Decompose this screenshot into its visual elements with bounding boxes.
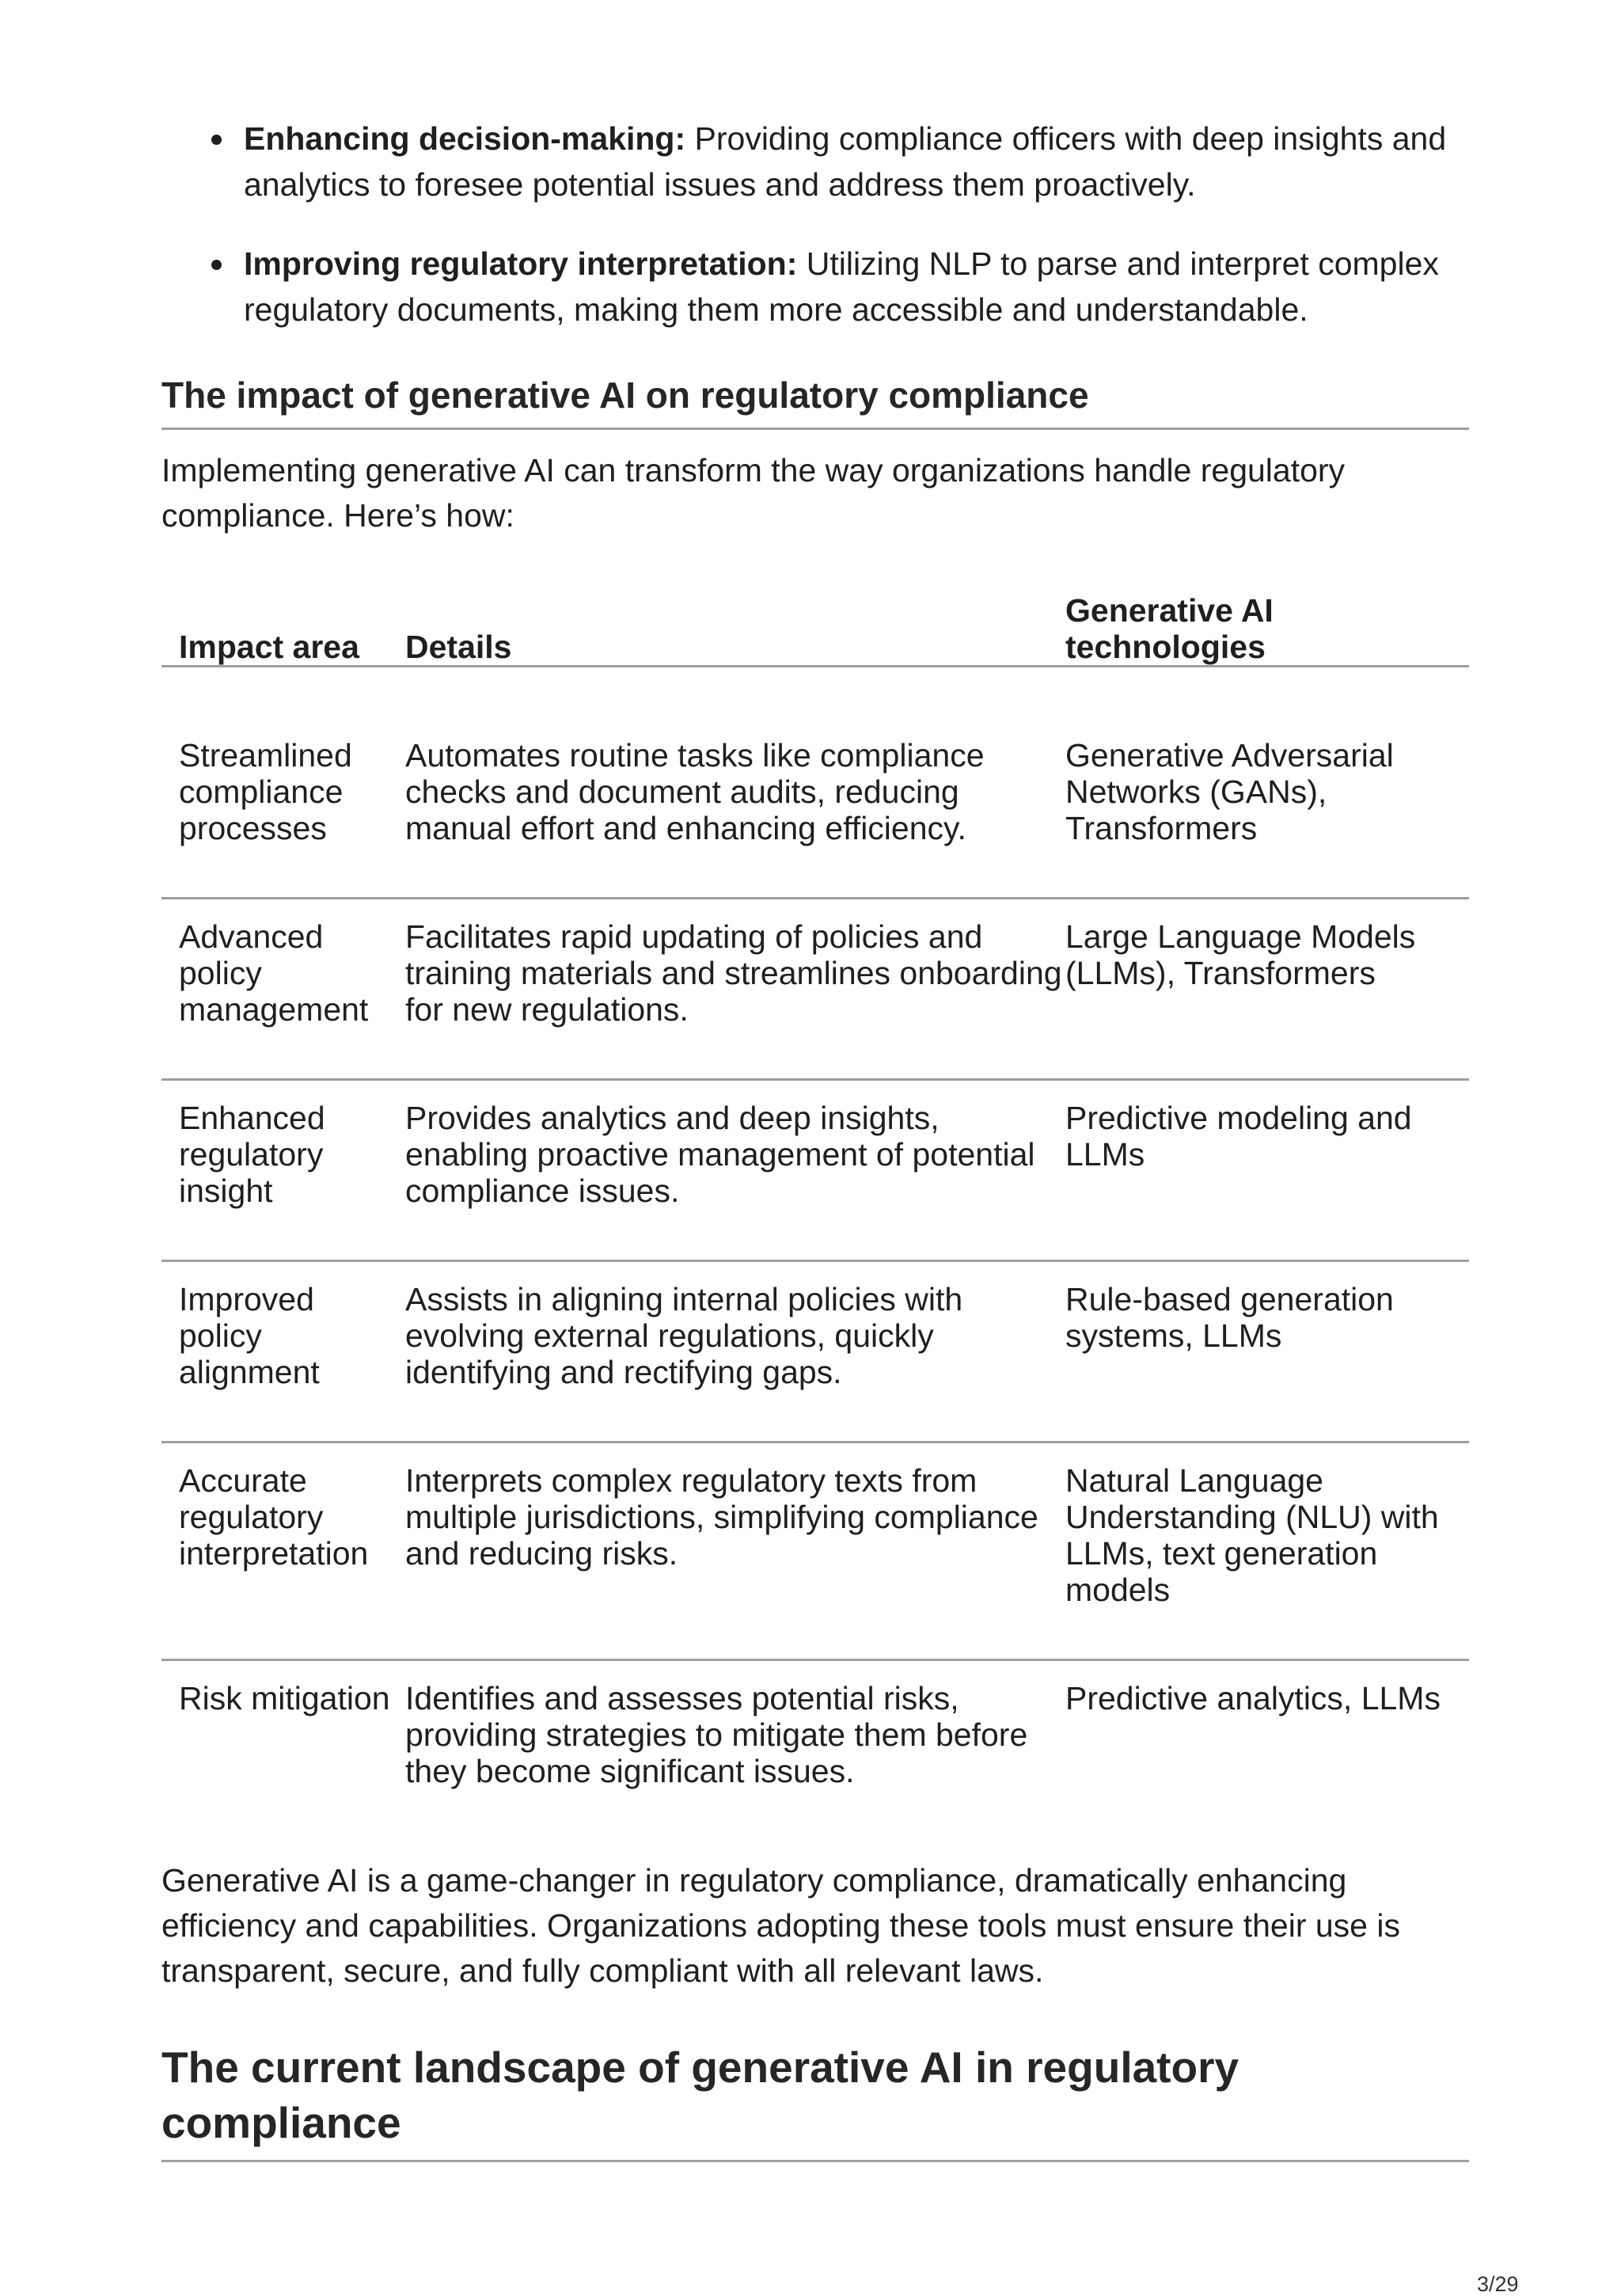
list-item [161,241,1469,333]
bullet-term: Improving regulatory interpretation: [244,245,798,282]
table-row [161,718,1469,899]
bullet-text: Providing compliance officers with deep insights and analytics to foresee potential issues and address them proactively. [244,120,1447,203]
cell-area: Improved policy alignment [179,1281,320,1390]
cell-details: Facilitates rapid updating of policies and training materials and streamlines onboarding for new regulations. [405,918,1062,1028]
cell-details: Interprets complex regulatory texts from multiple jurisdictions, simplifying compliance and reducing risks. [405,1462,1038,1572]
cell-details: Assists in aligning internal policies with evolving external regulations, quickly identifying and rectifying gaps. [405,1281,963,1390]
page-number: 3/29 [1477,2272,1519,2296]
cell-tech: Natural Language Understanding (NLU) with LLMs, text generation models [1065,1462,1439,1608]
cell-tech: Generative Adversarial Networks (GANs), Transformers [1065,737,1394,846]
table-row [161,899,1469,1080]
impact-table [161,583,1469,1840]
column-header-tech: Generative AI technologies [1065,592,1274,665]
bullet-list [161,116,1469,366]
cell-tech: Rule-based generation systems, LLMs [1065,1281,1394,1354]
cell-area: Advanced policy management [179,918,369,1028]
cell-details: Automates routine tasks like compliance checks and document audits, reducing manual effort and enhancing efficiency. [405,737,985,846]
cell-details: Provides analytics and deep insights, enabling proactive management of potential compliance issues. [405,1100,1035,1209]
cell-area: Streamlined compliance processes [179,737,352,846]
table-row [161,1443,1469,1660]
bullet-icon [211,260,222,270]
cell-area: Accurate regulatory interpretation [179,1462,369,1572]
cell-details: Identifies and assesses potential risks, providing strategies to mitigate them before they become significant issues. [405,1680,1028,1789]
header-spacer [161,667,1469,719]
table-header-row [161,583,1469,667]
cell-tech: Predictive analytics, LLMs [1065,1680,1441,1716]
bullet-text: Utilizing NLP to parse and interpret complex regulatory documents, making them more accessible and understandable. [244,245,1439,328]
column-header-area: Impact area [179,629,359,665]
closing-paragraph: Generative AI is a game-changer in regulatory compliance, dramatically enhancing efficiency and capabilities. Organizations adopting these tools must ensure their use is transparent, secure, and fully compliant with all relevant laws. [161,1862,1400,1989]
column-header-details: Details [405,629,512,665]
table-row [161,1660,1469,1841]
bullet-term: Enhancing decision-making: [244,120,686,157]
section-heading: The impact of generative AI on regulatory compliance [161,371,1469,430]
cell-area: Enhanced regulatory insight [179,1100,325,1209]
table-row [161,1080,1469,1261]
intro-paragraph: Implementing generative AI can transform the way organizations handle regulatory compliance. Here’s how: [161,452,1346,534]
table-row [161,1261,1469,1443]
section-heading: The current landscape of generative AI in regulatory compliance [161,2039,1469,2162]
bullet-icon [211,135,222,145]
cell-tech: Large Language Models (LLMs), Transformers [1065,918,1416,991]
cell-tech: Predictive modeling and LLMs [1065,1100,1412,1173]
cell-area: Risk mitigation [179,1680,390,1716]
list-item [161,116,1469,207]
